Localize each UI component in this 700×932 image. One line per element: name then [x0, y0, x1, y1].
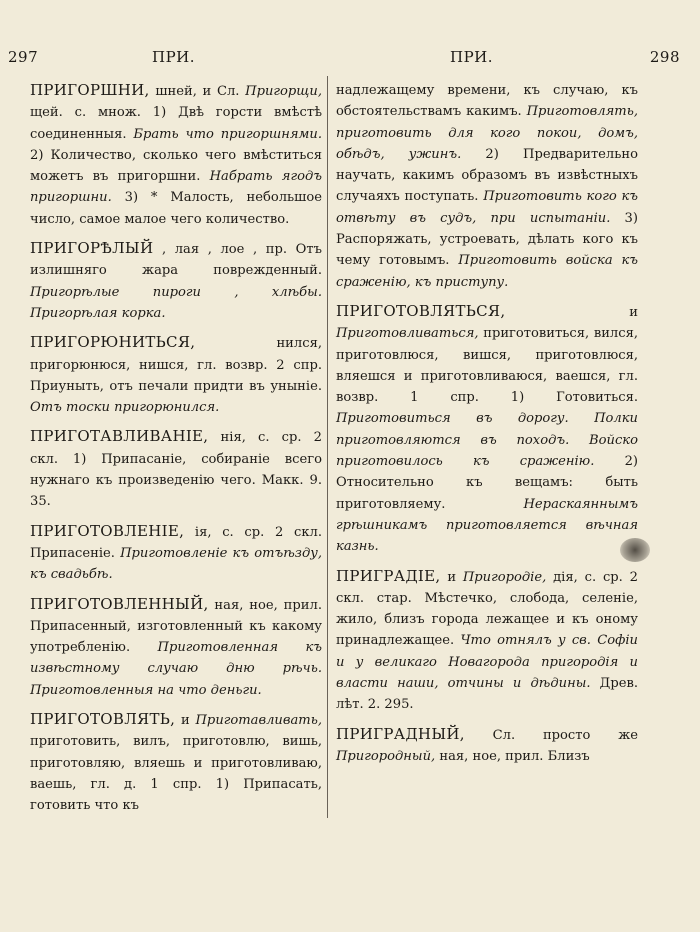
entry-example: Приготовиться въ дорогу. Полки приготовляются въ походъ. Войско приготовилось къ сраженію. — [336, 411, 638, 470]
entry-headword: ПРИГОРШНИ, — [30, 81, 150, 99]
entry-example: Приготовленіе къ отъѣзду, къ свадьбѣ. — [30, 545, 322, 583]
entry-text: ная, ное, прил. Близъ — [435, 748, 590, 764]
dictionary-entry — [30, 80, 322, 230]
entry-text: 3) * Малость, небольшое число, самое малое чего количество. — [30, 190, 322, 227]
entry-example: Приготавливать, — [195, 713, 322, 729]
dictionary-entry — [336, 80, 638, 293]
running-head-right: ПРИ. — [450, 48, 494, 66]
page-number-right: 298 — [649, 48, 680, 66]
entry-text: и — [175, 713, 196, 729]
entry-headword: ПРИГОТОВЛЯТЬ, — [30, 710, 176, 729]
dictionary-entry — [30, 238, 322, 324]
dictionary-entry — [30, 332, 322, 418]
dictionary-entry — [30, 594, 322, 701]
entry-headword: ПРИГОТОВЛЕНІЕ, — [30, 521, 185, 540]
entry-text: нія, с. ср. 2 скл. 1) Припасаніе, собираніе всего нужнаго къ произведенію чего. Макк. 9. 35. — [30, 430, 322, 510]
dictionary-entry — [336, 724, 638, 768]
entry-text: щей. с. множ. 1) Двѣ горсти вмѣстѣ соединенныя. — [30, 105, 322, 142]
entry-text: и — [440, 569, 463, 585]
dictionary-entry — [336, 566, 638, 716]
right-column — [336, 80, 638, 775]
entry-example: Что отнялъ у св. Софіи и у великаго Новагорода пригородія и власти наши, отчины и дѣдины. — [336, 633, 638, 692]
entry-example: Нераскаяннымъ грѣшникамъ приготовляется вѣчная казнь. — [336, 496, 638, 555]
entry-example: Пригородный, — [336, 748, 436, 764]
entry-text: дія, с. ср. 2 скл. стар. Мѣстечко, слобода, селеніе, жило, близъ города лежащее и къ оному принадлежащее. — [336, 569, 638, 649]
entry-headword: ПРИГОРѢЛЫЙ — [30, 239, 154, 258]
entry-example: Приготовить войска къ сраженію, къ приступу. — [336, 253, 638, 290]
dictionary-entry — [30, 521, 322, 586]
page-number-left: 297 — [8, 48, 39, 66]
entry-example: Приготовливаться, — [336, 326, 479, 342]
entry-text: Древ. лѣт. 2. 295. — [336, 676, 638, 713]
entry-text: ная, ное, прил. Припасенный, изготовленный къ какому употребленію. — [30, 597, 322, 656]
entry-example: Пригорѣлые пироги , хлѣбы. Пригорѣлая корка. — [30, 284, 322, 321]
dictionary-entry — [30, 426, 322, 512]
entry-text: 3) Распоряжать, устроевать, дѣлать кого къ чему готовымъ. — [336, 210, 639, 269]
entry-example: Отъ тоски пригорюнился. — [30, 400, 220, 416]
entry-example: Пригорщи, — [245, 84, 322, 99]
entry-text: шней, и Сл. — [149, 84, 246, 99]
entry-headword: ПРИГОРЮНИТЬСЯ, — [30, 333, 196, 352]
running-head-left: ПРИ. — [152, 48, 196, 66]
entry-text: ія, с. ср. 2 скл. Припасеніе. — [30, 524, 322, 561]
entry-example: Брать что пригоршнями. — [133, 126, 322, 142]
dictionary-entry — [30, 709, 322, 816]
entry-text: 2) Количество, сколько чего вмѣститься можетъ въ пригоршни. — [30, 147, 322, 185]
entry-text: приготовиться, вился, приготовлюся, вишся, приготовлюся, вляешся и приготовливаюся, ваешся, гл. возвр. 1 спр. 1) Готовиться. — [336, 326, 638, 406]
left-column — [30, 80, 322, 825]
entry-text: , лая , лое , пр. Отъ излишняго жара поврежденный. — [30, 242, 322, 279]
entry-example: Набрать ягодъ пригоршни. — [30, 169, 322, 206]
entry-example: Приготовленная къ извѣстному случаю дню рѣчь. Приготовленныя на что деньги. — [30, 640, 322, 698]
entry-text: 2) Предварительно научать, какимъ образомъ въ извѣстныхъ случаяхъ поступать. — [336, 146, 638, 205]
entry-text: надлежащему времени, къ случаю, къ обстоятельствамъ какимъ. — [336, 83, 638, 120]
entry-text: Сл. просто же — [464, 727, 638, 743]
entry-headword: ПРИГОТОВЛЕННЫЙ, — [30, 594, 209, 613]
dictionary-entry — [336, 301, 638, 558]
entry-text: нился, пригорюнюся, нишся, гл. возвр. 2 спр. Приуныть, отъ печали придти въ уныніе. — [30, 336, 322, 394]
column-divider — [327, 76, 328, 818]
entry-text: и — [505, 304, 638, 320]
entry-text: приготовить, вилъ, приготовлю, вишь, приготовляю, вляешь и приготовливаю, ваешь, гл. д. 1 спр. 1) Припасать, готовить что къ — [30, 734, 322, 814]
ink-blot — [620, 538, 650, 562]
entry-headword: ПРИГОТАВЛИВАНІЕ, — [30, 427, 209, 446]
entry-example: Приготовлять, приготовить для кого покои, домъ, обѣдъ, ужинъ. — [336, 104, 638, 162]
entry-headword: ПРИГРАДНЫЙ, — [336, 724, 465, 743]
entry-headword: ПРИГОТОВЛЯТЬСЯ, — [336, 301, 506, 320]
entry-text: 2) Относительно къ вещамъ: быть приготовляему. — [336, 454, 639, 512]
entry-example: Пригородіе, — [462, 569, 547, 585]
entry-example: Приготовить кого къ отвѣту въ судъ, при испытаніи. — [336, 189, 638, 226]
entry-headword: ПРИГРАДІЕ, — [336, 566, 441, 585]
